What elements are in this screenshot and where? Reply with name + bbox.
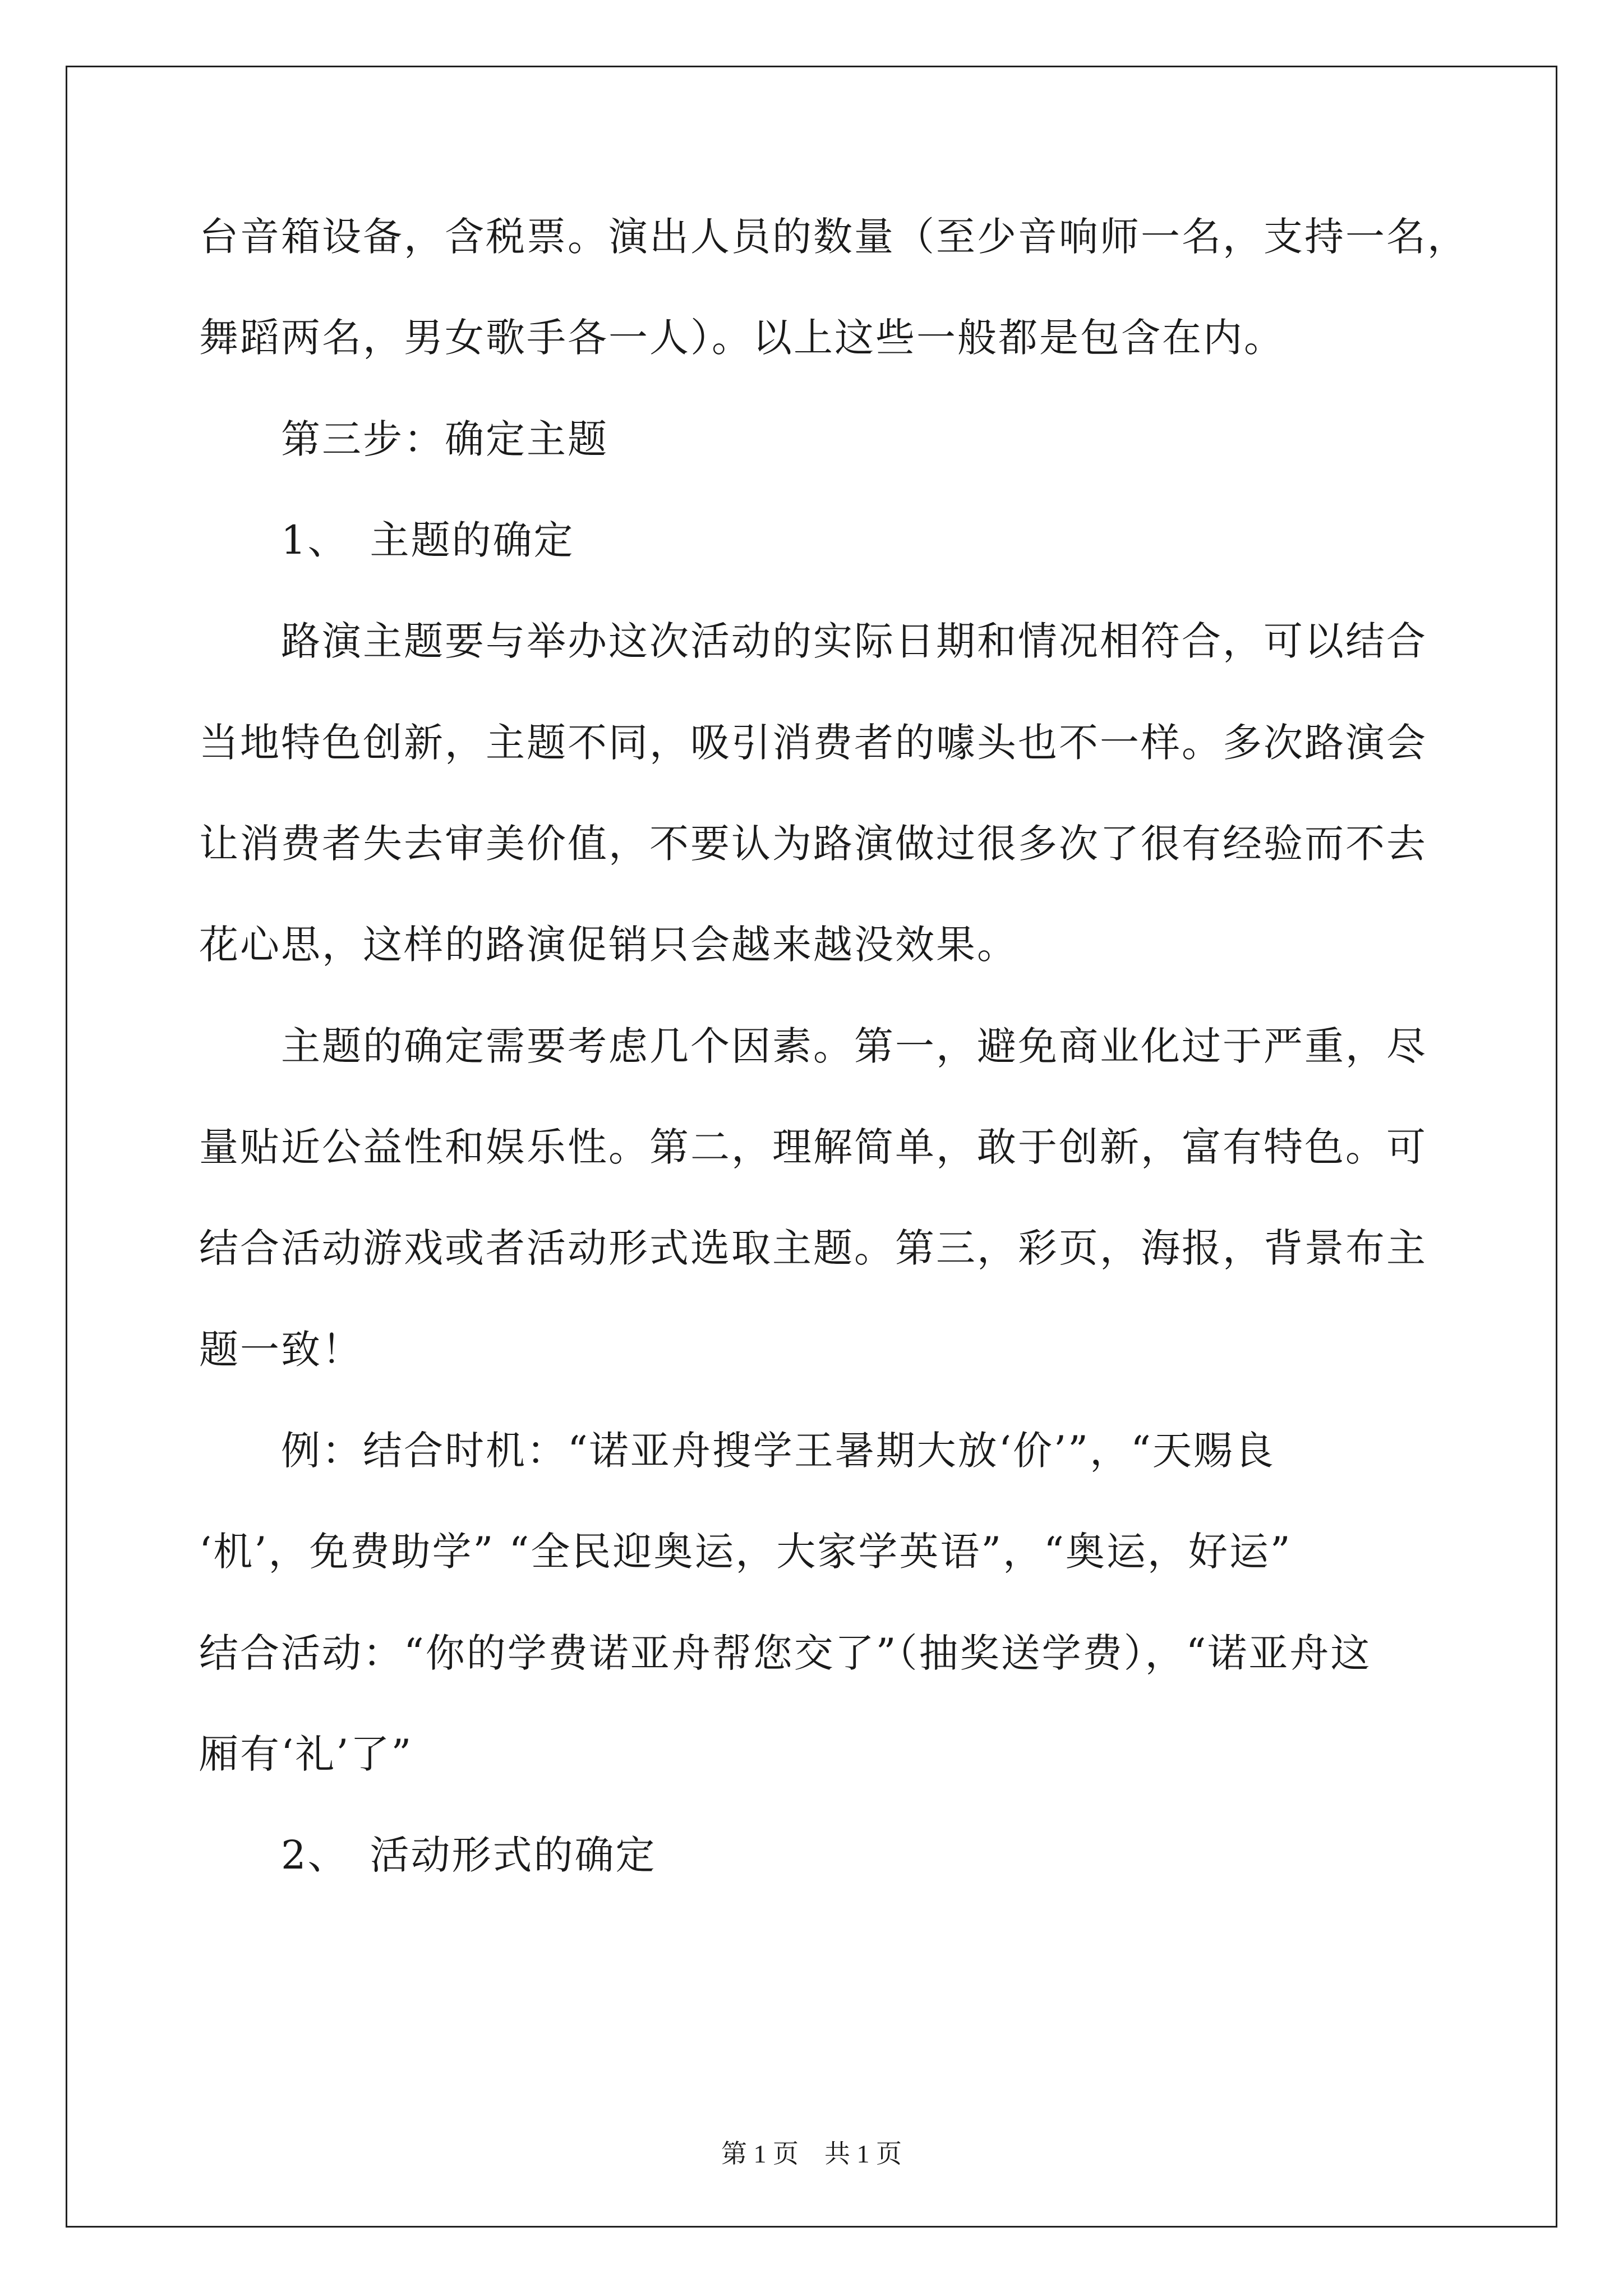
- text-line: 量贴近公益性和娱乐性。第二，理解简单，敢于创新，富有特色。可: [199, 1124, 1427, 1170]
- subsection-heading: 2、 活动形式的确定: [199, 1832, 657, 1878]
- text-line: ‘机’，免费助学” “全民迎奥运，大家学英语”，“奥运，好运”: [199, 1529, 1292, 1575]
- text-line: 主题的确定需要考虑几个因素。第一，避免商业化过于严重，尽: [199, 1023, 1427, 1069]
- text-line: 舞蹈两名，男女歌手各一人）。以上这些一般都是包含在内。: [199, 315, 1285, 361]
- text-line: 当地特色创新，主题不同，吸引消费者的噱头也不一样。多次路演会: [199, 720, 1427, 766]
- section-heading: 第三步：确定主题: [199, 416, 608, 462]
- text-line: 让消费者失去审美价值，不要认为路演做过很多次了很有经验而不去: [199, 821, 1427, 867]
- subsection-heading: 1、 主题的确定: [199, 517, 575, 563]
- text-line: 例：结合时机：“诺亚舟搜学王暑期大放‘价’”，“天赐良: [199, 1428, 1275, 1474]
- text-line: 台音箱设备，含税票。演出人员的数量（至少音响师一名，支持一名，: [199, 214, 1468, 260]
- text-line: 厢有‘礼’了”: [199, 1731, 413, 1777]
- page-number-footer: 第 1 页 共 1 页: [721, 2139, 902, 2168]
- text-line: 结合活动游戏或者活动形式选取主题。第三，彩页，海报，背景布主: [199, 1225, 1427, 1271]
- text-line: 结合活动：“你的学费诺亚舟帮您交了”（抽奖送学费），“诺亚舟这: [199, 1630, 1372, 1676]
- text-line: 花心思，这样的路演促销只会越来越没效果。: [199, 922, 1018, 968]
- document-body: [199, 209, 1468, 1883]
- text-line: 题一致！: [199, 1327, 363, 1373]
- text-line: 路演主题要与举办这次活动的实际日期和情况相符合，可以结合: [199, 618, 1427, 664]
